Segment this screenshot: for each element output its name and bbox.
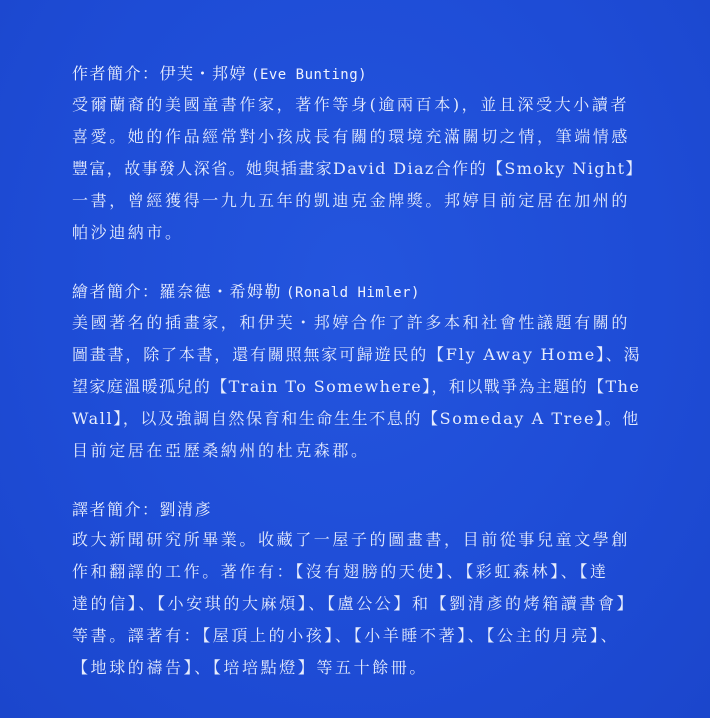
author-bio: [72, 94, 647, 254]
illustrator-heading-text: 繪者簡介：羅奈德・希姆勒: [72, 282, 283, 301]
translator-section: [72, 499, 647, 689]
illustrator-bio-line: Wall】，以及強調自然保育和生命生生不息的【Someday A Tree】。他: [72, 409, 640, 428]
illustrator-bio-line: 望家庭溫暖孤兒的【Train To Somewhere】，和以戰爭為主題的【The: [72, 377, 641, 396]
translator-bio-line: 【地球的禱告】、【培培點燈】等五十餘冊。: [72, 658, 429, 677]
author-latin-name: (Eve Bunting): [251, 67, 368, 83]
illustrator-section: [72, 281, 647, 472]
translator-bio-line: 達的信】、【小安琪的大麻煩】、【盧公公】和【劉清彥的烤箱讀書會】: [72, 594, 636, 613]
author-bio-line: 帕沙迪納市。: [72, 223, 184, 242]
translator-bio: [72, 529, 647, 689]
translator-bio-line: 等書。譯著有：【屋頂上的小孩】、【小羊睡不著】、【公主的月亮】、: [72, 626, 620, 645]
author-bio-line: 喜愛。她的作品經常對小孩成長有關的環境充滿關切之情，筆端情感: [72, 127, 631, 146]
illustrator-bio-line: 目前定居在亞歷桑納州的杜克森郡。: [72, 441, 370, 460]
illustrator-bio-line: 圖畫書，除了本書，還有關照無家可歸遊民的【Fly Away Home】、渴: [72, 345, 642, 364]
author-heading-text: 作者簡介：伊芙・邦婷: [72, 64, 248, 83]
author-bio-line: 一書，曾經獲得一九九五年的凱迪克金牌獎。邦婷目前定居在加州的: [72, 191, 631, 210]
translator-bio-line: 政大新聞研究所畢業。收藏了一屋子的圖畫書，目前從事兒童文學創: [72, 530, 631, 549]
author-bio-line: 受爾蘭裔的美國童書作家，著作等身(逾兩百本)，並且深受大小讀者: [72, 95, 630, 114]
author-bio-line: 豐富，故事發人深省。她與插畫家David Diaz合作的【Smoky Night】: [72, 159, 643, 178]
translator-bio-line: 作和翻譯的工作。著作有：【沒有翅膀的天使】、【彩虹森林】、【達: [72, 562, 609, 581]
author-heading: [72, 63, 647, 86]
translator-heading-text: 譯者簡介：劉清彥: [72, 500, 213, 519]
author-section: [72, 63, 647, 254]
illustrator-heading: [72, 281, 647, 304]
illustrator-bio: [72, 312, 647, 472]
translator-heading: [72, 499, 647, 521]
illustrator-latin-name: (Ronald Himler): [286, 285, 420, 301]
illustrator-bio-line: 美國著名的插畫家，和伊芙・邦婷合作了許多本和社會性議題有關的: [72, 313, 631, 332]
